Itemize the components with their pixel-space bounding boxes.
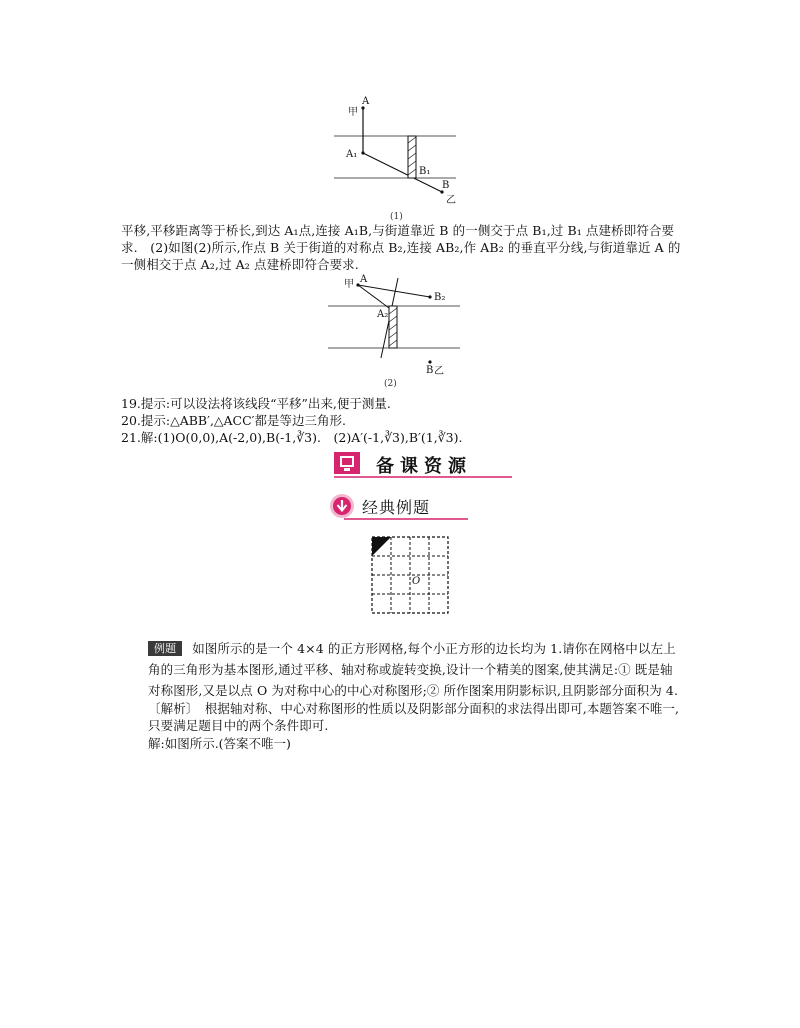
subsection-title: 经典例题 xyxy=(362,498,431,517)
monitor-icon xyxy=(330,450,364,476)
example-tag: 例题 xyxy=(148,641,182,656)
example-text: 如图所示的是一个 4×4 的正方形网格,每个小正方形的边长均为 1.请你在网格中以左上角的三角形为基本图形,通过平移、轴对称或旋转变换,设计一个精美的图案,使其满足:① 既是轴对称图形,又是以点 O 为对称中心的中心对称图形;② 所作图案用阴影标识,且阴影部分面积为 4. xyxy=(148,641,679,698)
label2-jia: 甲 xyxy=(344,279,354,290)
section-title: 备课资源 xyxy=(376,456,472,477)
section-banner xyxy=(330,450,512,480)
analysis-paragraph: 〔解析〕 根据轴对称、中心对称图形的性质以及阴影部分面积的求法得出即可,本题答案不唯一,只要满足题目中的两个条件即可. xyxy=(148,701,680,733)
figure-2-bridge xyxy=(326,270,476,392)
subsection-banner xyxy=(328,492,468,522)
solution-line: 解:如图所示.(答案不唯一) xyxy=(148,736,291,751)
figure-2-caption: (2) xyxy=(384,379,397,389)
figure-1-bridge xyxy=(330,95,470,225)
answer-20: 20.提示:△ABB′,△ACC′都是等边三角形. xyxy=(121,413,346,428)
paragraph-bridge-solution: 平移,平移距离等于桥长,到达 A₁点,连接 A₁B,与街道靠近 B 的一侧交于点 B₁,过 B₁ 点建桥即符合要求. (2)如图(2)所示,作点 B 关于街道的对称点 B₂,连接 AB₂,作 AB₂ 的垂直平分线,与街道靠近 A 的一侧相交于点 A₂,过 A₂ 点建桥即符合要求. xyxy=(121,223,681,272)
label2-B2: B₂ xyxy=(434,292,446,303)
label2-A2: A₂ xyxy=(377,309,389,320)
label2-B: B xyxy=(426,365,434,376)
answer-21: 21.解:(1)O(0,0),A(-2,0),B(-1,∛3). (2)A′(-1,∛3),B′(1,∛3). xyxy=(121,430,463,445)
label2-yi: 乙 xyxy=(434,366,444,377)
grid-center-O: O xyxy=(412,576,421,587)
label-A: A xyxy=(362,96,370,107)
grid-figure xyxy=(370,535,450,615)
example-paragraph xyxy=(121,638,681,701)
download-arrow-icon xyxy=(330,494,354,518)
label-yi: 乙 xyxy=(446,195,456,206)
answer-19: 19.提示:可以设法将该线段“平移”出来,便于测量. xyxy=(121,396,391,411)
label-B: B xyxy=(442,180,450,191)
label-A1: A₁ xyxy=(346,149,358,160)
label-jia: 甲 xyxy=(348,107,358,118)
figure-1-caption: (1) xyxy=(390,212,403,222)
label-B1: B₁ xyxy=(419,166,431,177)
label2-A: A xyxy=(360,274,368,285)
